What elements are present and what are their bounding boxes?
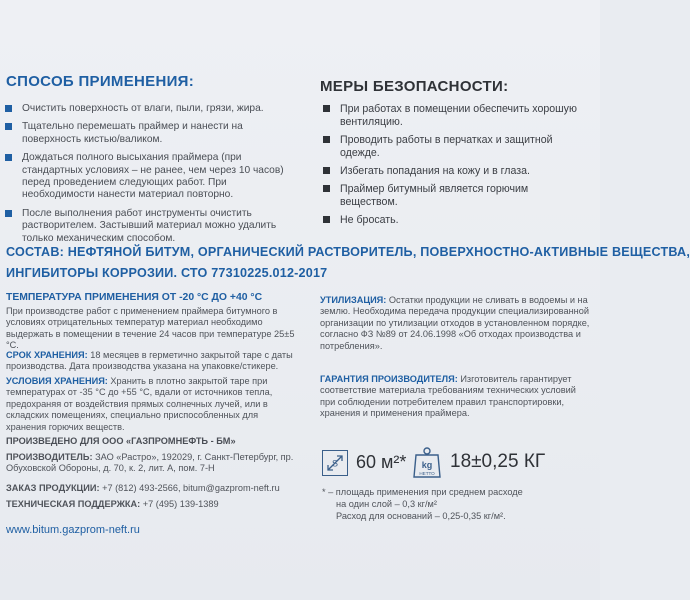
order-label: ЗАКАЗ ПРОДУКЦИИ:	[6, 483, 100, 493]
storage-conditions	[6, 376, 296, 433]
support-label: ТЕХНИЧЕСКАЯ ПОДДЕРЖКА:	[6, 499, 141, 509]
svg-text:S: S	[331, 458, 339, 469]
made-for: ПРОИЗВЕДЕНО ДЛЯ ООО «ГАЗПРОМНЕФТЬ - БМ»	[6, 436, 236, 446]
application-title: СПОСОБ ПРИМЕНЕНИЯ:	[6, 73, 195, 90]
bullet-square-icon	[5, 123, 12, 130]
application-item: Дождаться полного высыхания праймера (при стандартных условиях – не ранее, чем через 10 часов) перед проведением следующих работ. При необходимости нанести материал повторно.	[0, 152, 290, 202]
shelf-life-text: 18 месяцев в герметично закрытой таре с даты производства. Дата производства указана на упаковке/стикере.	[6, 350, 293, 372]
application-item: Очистить поверхность от влаги, пыли, грязи, жира.	[0, 103, 290, 115]
bullet-square-icon	[5, 105, 12, 112]
shelf-life	[6, 350, 296, 373]
weight-icon	[412, 446, 442, 480]
warranty-label: ГАРАНТИЯ ПРОИЗВОДИТЕЛЯ:	[320, 374, 458, 384]
footnote-line-1: * – площадь применения при среднем расходе	[322, 487, 523, 497]
area-icon	[322, 450, 348, 476]
shelf-life-label: СРОК ХРАНЕНИЯ:	[6, 350, 88, 360]
tech-support	[6, 499, 296, 510]
safety-item: Избегать попадания на кожу и в глаза.	[318, 165, 588, 178]
application-item: После выполнения работ инструменты очистить растворителем. Застывший материал можно удалить только механическим способом.	[0, 208, 290, 245]
area-value: 60 м²*	[356, 452, 407, 472]
order-contacts	[6, 483, 296, 494]
warranty	[320, 374, 592, 420]
safety-item: Праймер битумный является горючим веществом.	[318, 183, 588, 209]
footnote	[322, 486, 594, 522]
storage-text: Хранить в плотно закрытой таре при температурах от -35 °С до +55 °С, вдали от источников тепла, предохраняя от воздействия прямых солнечных лучей, или в складских помещениях, специально приспособленных для хранения горючих веществ.	[6, 376, 273, 432]
storage-label: УСЛОВИЯ ХРАНЕНИЯ:	[6, 376, 108, 386]
website-link[interactable]: www.bitum.gazprom-neft.ru	[6, 524, 140, 536]
svg-text:kg: kg	[421, 460, 433, 470]
support-text: +7 (495) 139-1389	[140, 499, 219, 509]
disposal-label: УТИЛИЗАЦИЯ:	[320, 295, 387, 305]
temperature-title: ТЕМПЕРАТУРА ПРИМЕНЕНИЯ ОТ -20 °С ДО +40 °С	[6, 292, 263, 303]
safety-list	[318, 103, 588, 232]
disposal-text: Остатки продукции не сливать в водоемы и на землю. Необходима передача продукции специализированной организации по утилизации отходов в установленном порядке, согласно ФЗ №89 от 24.06.1998 «Об отходах производства и потребления».	[320, 295, 590, 351]
application-item: Тщательно перемешать праймер и нанести на поверхность кистью/валиком.	[0, 121, 290, 146]
composition-line-1: СОСТАВ: НЕФТЯНОЙ БИТУМ, ОРГАНИЧЕСКИЙ РАСТВОРИТЕЛЬ, ПОВЕРХНОСТНО-АКТИВНЫЕ ВЕЩЕСТВА,	[6, 245, 690, 259]
svg-text:НЕТТО: НЕТТО	[419, 471, 435, 476]
bullet-square-icon	[323, 167, 330, 174]
footnote-line-3: Расход для оснований – 0,25-0,35 кг/м².	[336, 511, 506, 521]
safety-item: Проводить работы в перчатках и защитной одежде.	[318, 134, 588, 160]
bullet-square-icon	[323, 136, 330, 143]
safety-item: При работах в помещении обеспечить хорошую вентиляцию.	[318, 103, 588, 129]
bullet-square-icon	[323, 105, 330, 112]
safety-title: МЕРЫ БЕЗОПАСНОСТИ:	[320, 78, 509, 95]
disposal	[320, 295, 592, 352]
bullet-square-icon	[323, 185, 330, 192]
temperature-text: При производстве работ с применением праймера битумного в условиях отрицательных температур материал необходимо выдержать в помещении в течение 24 часов при температуре 25±5 °С.	[6, 306, 295, 351]
safety-item: Не бросать.	[318, 214, 588, 227]
warranty-text: Изготовитель гарантирует соответствие материала требованиям технических условий при соблюдении потребителем правил транспортировки, хранения и применения праймера.	[320, 374, 576, 419]
order-text: +7 (812) 493-2566, bitum@gazprom-neft.ru	[99, 483, 280, 493]
footnote-line-2: на один слой – 0,3 кг/м²	[336, 499, 437, 509]
bullet-square-icon	[323, 216, 330, 223]
bullet-square-icon	[5, 154, 12, 161]
weight-value: 18±0,25 КГ	[450, 451, 546, 472]
composition-line-2: ИНГИБИТОРЫ КОРРОЗИИ. СТО 77310225.012-2017	[6, 266, 328, 280]
manufacturer-text: ЗАО «Растро», 192029, г. Санкт-Петербург, пр. Обуховской Обороны, д. 70, к. 2, лит. А, пом. 7-Н	[6, 452, 294, 474]
manufacturer	[6, 452, 296, 475]
bullet-square-icon	[5, 210, 12, 217]
area-arrows-icon	[324, 452, 346, 474]
manufacturer-label: ПРОИЗВОДИТЕЛЬ:	[6, 452, 93, 462]
application-list	[0, 103, 290, 251]
